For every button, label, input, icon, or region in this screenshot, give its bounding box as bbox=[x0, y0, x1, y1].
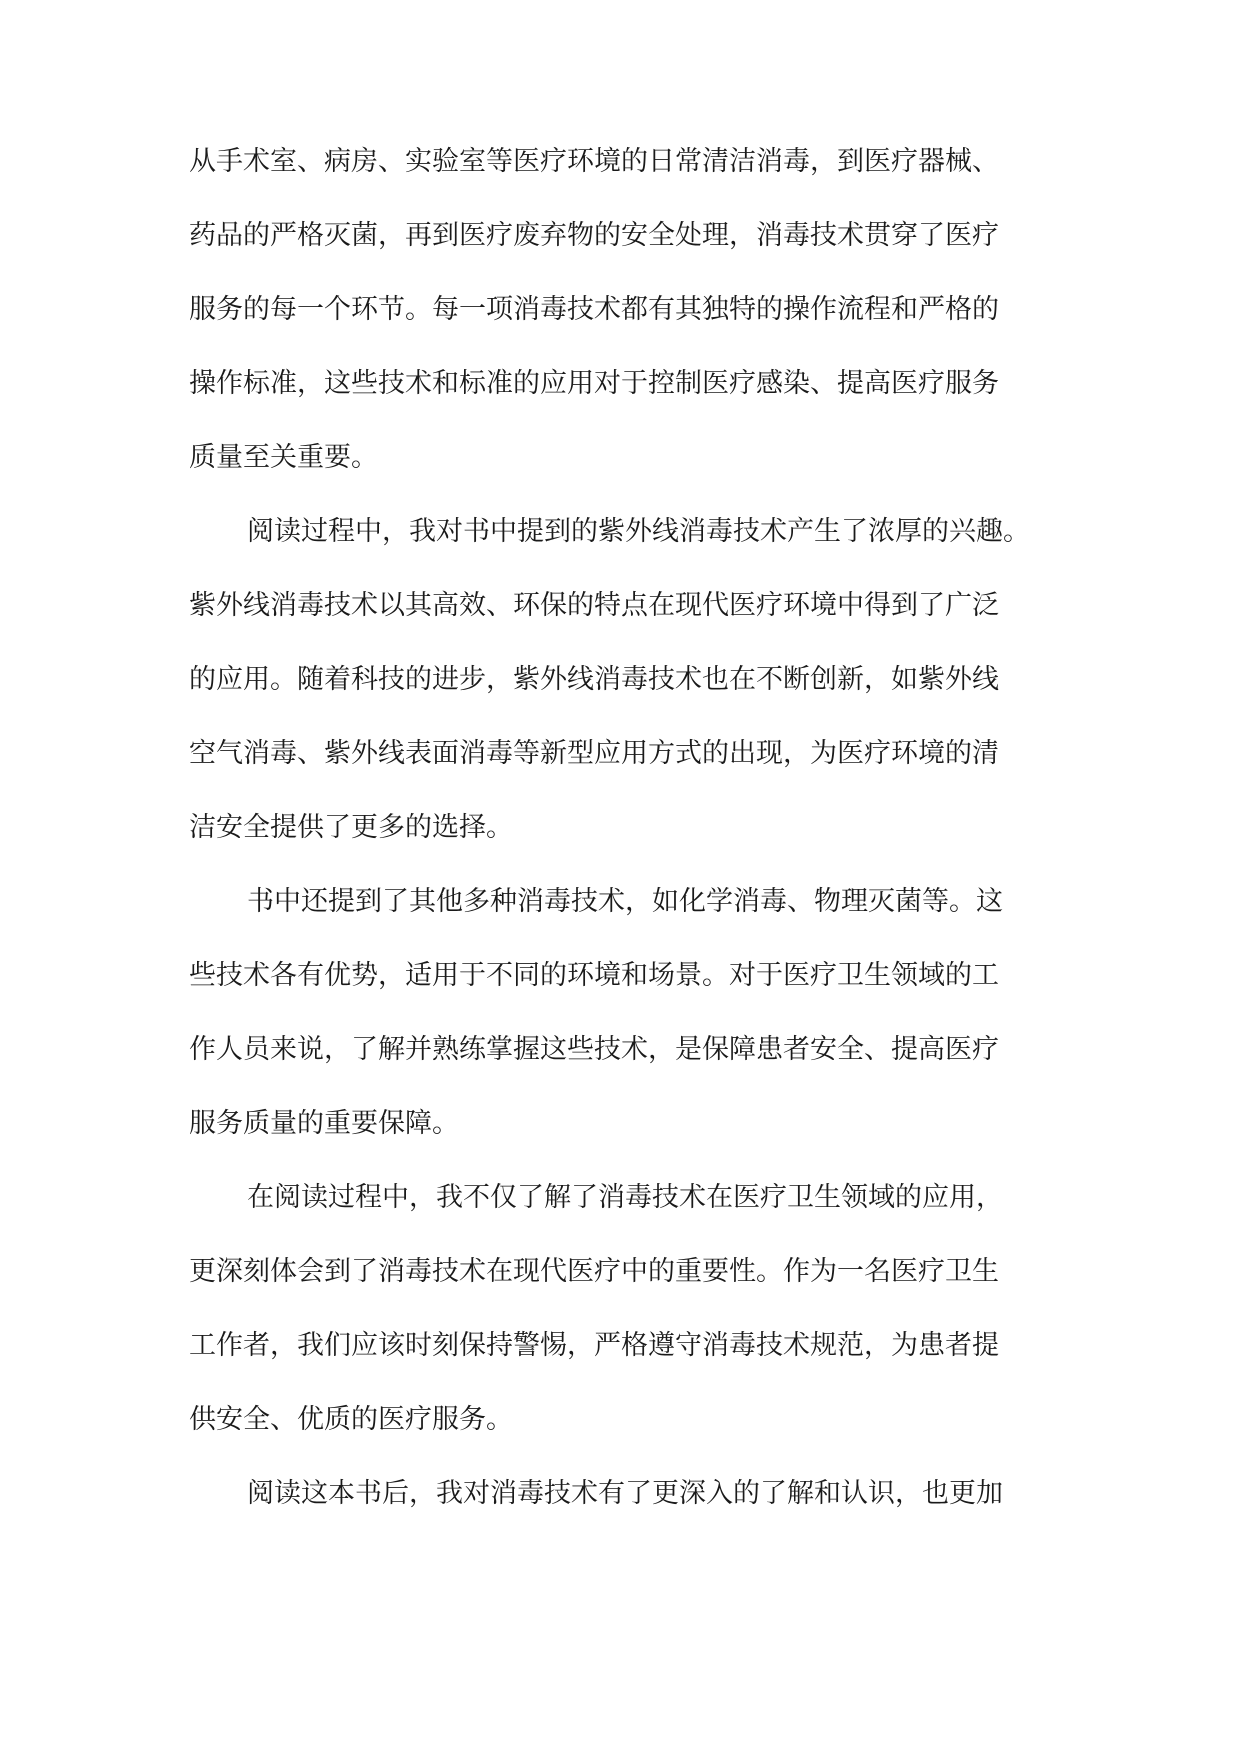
paragraph-2-line-4: 空气消毒、紫外线表面消毒等新型应用方式的出现，为医疗环境的清 bbox=[189, 738, 999, 769]
paragraph-2-line-2: 紫外线消毒技术以其高效、环保的特点在现代医疗环境中得到了广泛 bbox=[189, 590, 999, 621]
paragraph-1-line-1: 从手术室、病房、实验室等医疗环境的日常清洁消毒，到医疗器械、 bbox=[189, 146, 999, 177]
paragraph-3-line-1: 书中还提到了其他多种消毒技术，如化学消毒、物理灭菌等。这 bbox=[247, 886, 1003, 917]
paragraph-2-line-5: 洁安全提供了更多的选择。 bbox=[189, 812, 513, 843]
paragraph-4-line-2: 更深刻体会到了消毒技术在现代医疗中的重要性。作为一名医疗卫生 bbox=[189, 1256, 999, 1287]
paragraph-5-line-1: 阅读这本书后，我对消毒技术有了更深入的了解和认识，也更加 bbox=[247, 1478, 1003, 1509]
paragraph-4-line-1: 在阅读过程中，我不仅了解了消毒技术在医疗卫生领域的应用， bbox=[247, 1182, 1003, 1213]
paragraph-3-line-4: 服务质量的重要保障。 bbox=[189, 1108, 459, 1139]
paragraph-4-line-3: 工作者，我们应该时刻保持警惕，严格遵守消毒技术规范，为患者提 bbox=[189, 1330, 999, 1361]
paragraph-1-line-3: 服务的每一个环节。每一项消毒技术都有其独特的操作流程和严格的 bbox=[189, 294, 999, 325]
paragraph-3-line-3: 作人员来说，了解并熟练掌握这些技术，是保障患者安全、提高医疗 bbox=[189, 1034, 999, 1065]
paragraph-3-line-2: 些技术各有优势，适用于不同的环境和场景。对于医疗卫生领域的工 bbox=[189, 960, 999, 991]
paragraph-1-line-5: 质量至关重要。 bbox=[189, 442, 378, 473]
paragraph-2-line-3: 的应用。随着科技的进步，紫外线消毒技术也在不断创新，如紫外线 bbox=[189, 664, 999, 695]
paragraph-1-line-4: 操作标准，这些技术和标准的应用对于控制医疗感染、提高医疗服务 bbox=[189, 368, 999, 399]
paragraph-4-line-4: 供安全、优质的医疗服务。 bbox=[189, 1404, 513, 1435]
paragraph-2-line-1: 阅读过程中，我对书中提到的紫外线消毒技术产生了浓厚的兴趣。 bbox=[247, 516, 1030, 547]
paragraph-1-line-2: 药品的严格灭菌，再到医疗废弃物的安全处理，消毒技术贯穿了医疗 bbox=[189, 220, 999, 251]
